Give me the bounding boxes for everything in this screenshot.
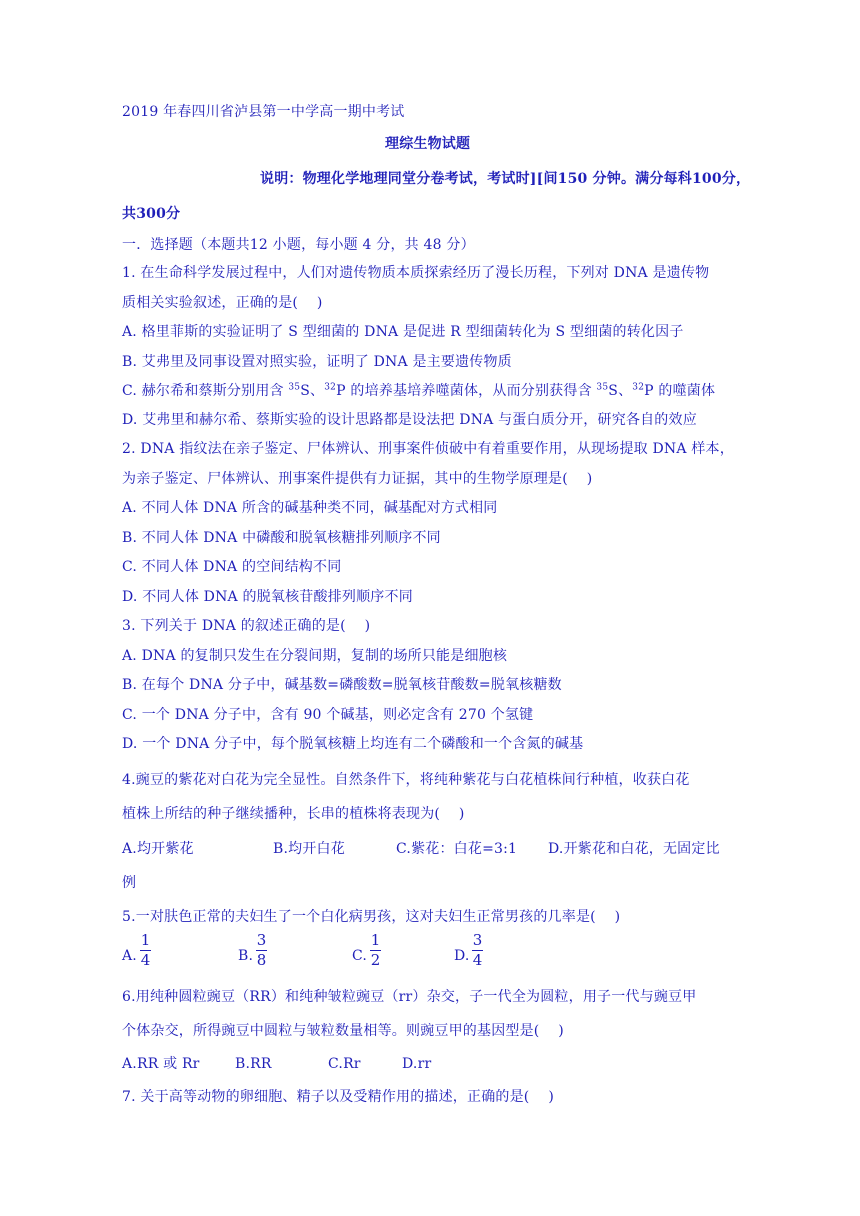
q3-option-d: D. 一个 DNA 分子中，每个脱氧核糖上均连有二个磷酸和一个含氮的碱基 (122, 736, 584, 752)
fraction-denominator: 2 (370, 951, 381, 969)
q1-option-a: A. 格里菲斯的实验证明了 S 型细菌的 DNA 是促进 R 型细菌转化为 S 型细菌的转化因子 (122, 324, 684, 340)
q4-option-d-continued: 例 (122, 875, 137, 891)
q5-option-d-fraction (472, 932, 483, 969)
q1-stem-line-2: 质相关实验叙述，正确的是( ) (122, 295, 323, 311)
q6-option-a: A.RR 或 Rr (122, 1056, 200, 1072)
fraction-denominator: 8 (256, 951, 267, 969)
q1-option-c: C. 赫尔希和蔡斯分别用含 $^{35}$S、$^{32}$P 的培养基培养噬菌体，从而分别获得含 $^{35}$S、$^{32}$P 的噬菌体 (122, 382, 716, 399)
q3-stem: 3. 下列关于 DNA 的叙述正确的是( ) (122, 618, 371, 634)
q1-option-d: D. 艾弗里和赫尔希、蔡斯实验的设计思路都是设法把 DNA 与蛋白质分开，研究各自的效应 (122, 412, 697, 428)
fraction-numerator: 1 (140, 931, 151, 949)
exam-title: 2019 年春四川省泸县第一中学高一期中考试 (122, 104, 405, 120)
q1-stem-line-1: 1. 在生命科学发展过程中，人们对遗传物质本质探索经历了漫长历程，下列对 DNA 是遗传物 (122, 265, 710, 281)
q5-option-b-fraction (256, 932, 267, 969)
q4-option-a: A.均开紫花 (122, 841, 194, 857)
q5-option-c-fraction (370, 932, 381, 969)
fraction-denominator: 4 (140, 951, 151, 969)
fraction-numerator: 1 (370, 931, 381, 949)
q6-stem-line-2: 个体杂交，所得豌豆中圆粒与皱粒数量相等。则豌豆甲的基因型是( ) (122, 1023, 564, 1039)
q2-option-b: B. 不同人体 DNA 中磷酸和脱氧核糖排列顺序不同 (122, 530, 441, 546)
q5-stem: 5.一对肤色正常的夫妇生了一个白化病男孩，这对夫妇生正常男孩的几率是( ) (122, 909, 621, 925)
q3-option-c: C. 一个 DNA 分子中，含有 90 个碱基，则必定含有 270 个氢键 (122, 707, 534, 723)
q3-option-a: A. DNA 的复制只发生在分裂间期，复制的场所只能是细胞核 (122, 648, 508, 664)
q2-option-a: A. 不同人体 DNA 所含的碱基种类不同，碱基配对方式相同 (122, 500, 498, 516)
q6-option-d: D.rr (402, 1056, 432, 1072)
fraction-denominator: 4 (472, 951, 483, 969)
q4-option-b: B.均开白花 (273, 841, 345, 857)
q4-stem-line-1: 4.豌豆的紫花对白花为完全显性。自然条件下，将纯种紫花与白花植株间行种植，收获白花 (122, 772, 690, 788)
q6-option-c: C.Rr (328, 1056, 361, 1072)
q5-option-d-label: D. (454, 948, 470, 964)
q7-stem: 7. 关于高等动物的卵细胞、精子以及受精作用的描述，正确的是( ) (122, 1089, 554, 1105)
q6-option-b: B.RR (235, 1056, 272, 1072)
fraction-numerator: 3 (472, 931, 483, 949)
q5-option-a-label: A. (122, 948, 137, 964)
subject-title: 理综生物试题 (385, 136, 471, 152)
q1-option-b: B. 艾弗里及同事设置对照实验，证明了 DNA 是主要遗传物质 (122, 354, 512, 370)
q3-option-b: B. 在每个 DNA 分子中，碱基数=磷酸数=脱氧核苷酸数=脱氧核糖数 (122, 677, 562, 693)
q4-option-d: D.开紫花和白花，无固定比 (548, 841, 720, 857)
q5-option-b-label: B. (238, 948, 254, 964)
note-line-1: 说明：物理化学地理同堂分卷考试，考试时][间150 分钟。满分每科100分， (260, 171, 751, 187)
section-title: 一．选择题（本题共12 小题，每小题 4 分，共 48 分） (122, 237, 475, 253)
q2-stem-line-2: 为亲子鉴定、尸体辨认、刑事案件提供有力证据，其中的生物学原理是( ) (122, 471, 593, 487)
note-line-2: 共300分 (122, 206, 181, 222)
q4-option-c: C.紫花：白花=3:1 (396, 841, 518, 857)
q5-option-a-fraction (140, 932, 151, 969)
q2-stem-line-1: 2. DNA 指纹法在亲子鉴定、尸体辨认、刑事案件侦破中有着重要作用，从现场提取 DNA 样本， (122, 441, 734, 457)
q2-option-c: C. 不同人体 DNA 的空间结构不同 (122, 559, 342, 575)
q4-stem-line-2: 植株上所结的种子继续播种，长串的植株将表现为( ) (122, 806, 465, 822)
q2-option-d: D. 不同人体 DNA 的脱氧核苷酸排列顺序不同 (122, 589, 413, 605)
q6-stem-line-1: 6.用纯种圆粒豌豆（RR）和纯种皱粒豌豆（rr）杂交，子一代全为圆粒，用子一代与豌豆甲 (122, 989, 697, 1005)
q5-option-c-label: C. (352, 948, 368, 964)
fraction-numerator: 3 (256, 931, 267, 949)
